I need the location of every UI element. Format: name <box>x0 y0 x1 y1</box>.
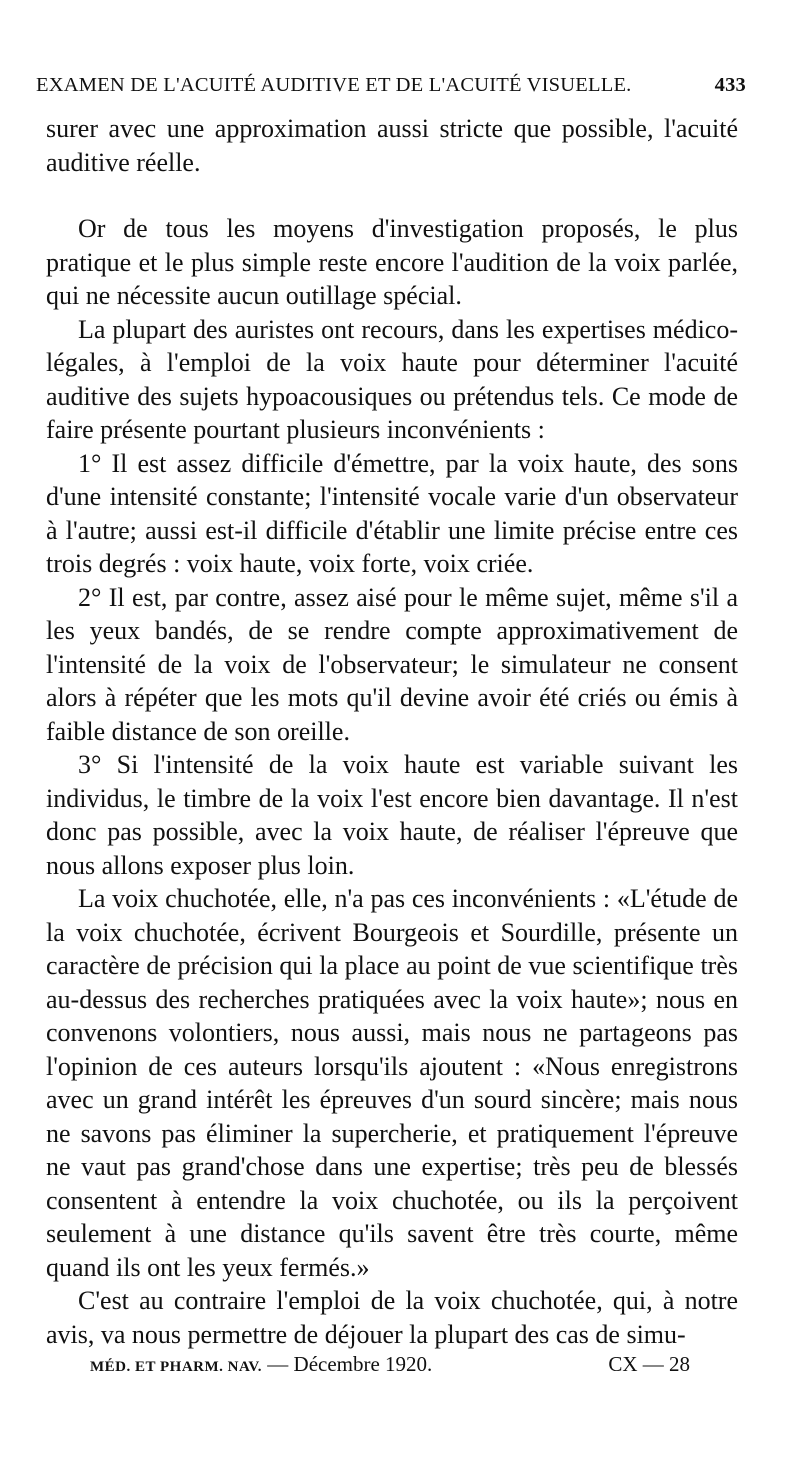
signature-mark: CX — 28 <box>608 1352 690 1376</box>
running-header <box>36 74 746 97</box>
paragraph: La voix chuchotée, elle, n'a pas ces inconvénients : «L'étude de la voix chuchotée, écrivent Bourgeois et Sourdille, présente un caractère de précision qui la place au point de vue scientifique très au-dessus des recherches pratiquées avec la voix haute»; nous en convenons volontiers, nous aussi, mais nous ne partageons pas l'opinion de ces auteurs lorsqu'ils ajoutent : «Nous enregistrons avec un grand intérêt les épreuves d'un sourd sincère; mais nous ne savons pas éliminer la supercherie, et pratiquement l'épreuve ne vaut pas grand'chose dans une expertise; très peu de blessés consentent à entendre la voix chuchotée, ou ils la perçoivent seulement à une distance qu'ils savent être très courte, même quand ils ont les yeux fermés.» <box>46 884 738 1282</box>
list-item-2: 2° Il est, par contre, assez aisé pour le même sujet, même s'il a les yeux bandés, de se rendre compte approximativement de l'intensité de la voix de l'observateur; le simulateur ne consent alors à répéter que les mots qu'il devine avoir été criés ou émis à faible distance de son oreille. <box>46 582 738 746</box>
body-text <box>46 112 738 1351</box>
paragraph: La plupart des auristes ont recours, dans les expertises médico-légales, à l'emploi de la voix haute pour déterminer l'acuité auditive des sujets hypoacousiques ou prétendus tels. Ce mode de faire présente pourtant plusieurs inconvénients : <box>46 314 738 444</box>
page-number: 433 <box>714 74 746 96</box>
paragraph-continuation: surer avec une approximation aussi stricte que possible, l'acuité auditive réelle. <box>46 114 738 177</box>
running-title: EXAMEN DE L'ACUITÉ AUDITIVE ET DE L'ACUITÉ VISUELLE. <box>36 74 632 96</box>
paragraph: Or de tous les moyens d'investigation proposés, le plus pratique et le plus simple reste encore l'audition de la voix parlée, qui ne nécessite aucun outillage spécial. <box>46 214 738 310</box>
issue-date: — Décembre 1920. <box>267 1352 433 1376</box>
journal-abbrev: MÉD. ET PHARM. NAV. <box>90 1359 263 1375</box>
paragraph: C'est au contraire l'emploi de la voix chuchotée, qui, à notre avis, va nous permettre de déjouer la plupart des cas de simu- <box>46 1286 738 1349</box>
list-item-1: 1° Il est assez difficile d'émettre, par la voix haute, des sons d'une intensité constante; l'intensité vocale varie d'un observateur à l'autre; aussi est-il difficile d'établir une limite précise entre ces trois degrés : voix haute, voix forte, voix criée. <box>46 448 738 578</box>
page-footer <box>90 1352 710 1377</box>
list-item-3: 3° Si l'intensité de la voix haute est variable suivant les individus, le timbre de la voix l'est encore bien davantage. Il n'est donc pas possible, avec la voix haute, de réaliser l'épreuve que nous allons exposer plus loin. <box>46 750 738 880</box>
